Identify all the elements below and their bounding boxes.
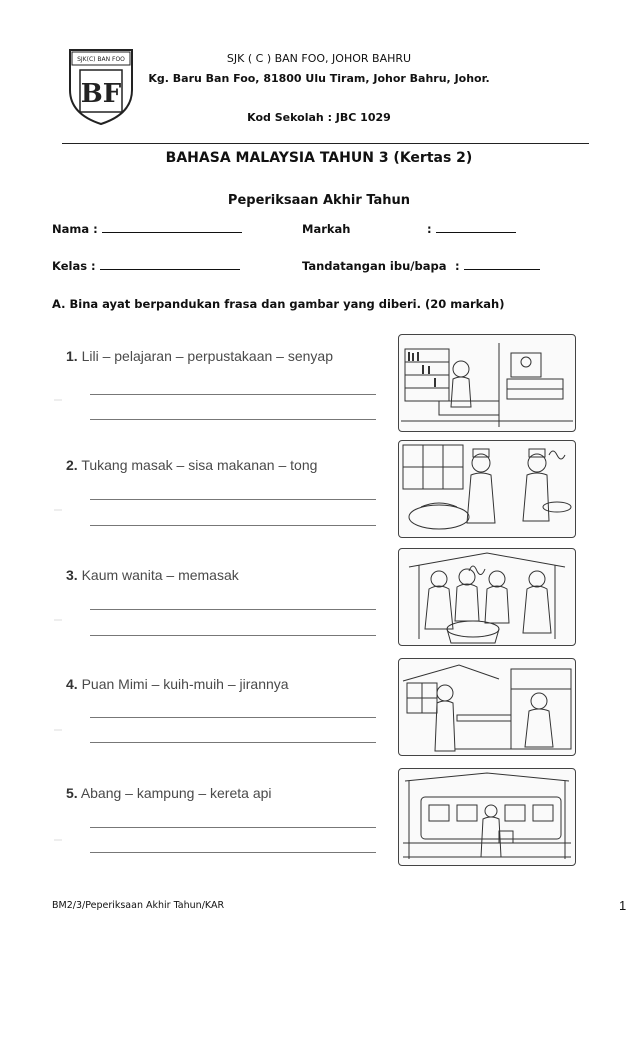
exam-subtitle: Peperiksaan Akhir Tahun	[227, 193, 411, 208]
answer-line[interactable]	[90, 609, 376, 610]
margin-marks	[48, 340, 68, 860]
picture-cooking	[398, 548, 576, 646]
answer-line[interactable]	[90, 499, 376, 500]
markah-label: Markah	[302, 222, 351, 236]
question-3	[66, 567, 384, 583]
kelas-label: Kelas :	[52, 259, 96, 273]
question-2-text: Tukang masak – sisa makanan – tong	[81, 457, 318, 473]
picture-train	[398, 768, 576, 866]
markah-blank[interactable]	[436, 231, 516, 233]
tandatangan-blank[interactable]	[464, 268, 540, 270]
markah-colon: :	[427, 222, 432, 236]
picture-neighbours	[398, 658, 576, 756]
question-1	[66, 348, 384, 364]
answer-line[interactable]	[90, 852, 376, 853]
question-2-number: 2.	[66, 457, 78, 473]
answer-line[interactable]	[90, 394, 376, 395]
question-5-text: Abang – kampung – kereta api	[80, 785, 272, 801]
header-divider	[62, 143, 589, 144]
question-1-number: 1.	[66, 348, 78, 364]
answer-line[interactable]	[90, 717, 376, 718]
answer-line[interactable]	[90, 419, 376, 420]
nama-label: Nama :	[52, 222, 98, 236]
picture-library	[398, 334, 576, 432]
kelas-field	[52, 259, 240, 273]
exam-title: BAHASA MALAYSIA TAHUN 3 (Kertas 2)	[165, 150, 473, 166]
tandatangan-label: Tandatangan ibu/bapa	[302, 259, 447, 273]
markah-field	[427, 222, 516, 236]
answer-line[interactable]	[90, 827, 376, 828]
question-3-number: 3.	[66, 567, 78, 583]
tandatangan-colon: :	[455, 259, 460, 273]
footer-code: BM2/3/Peperiksaan Akhir Tahun/KAR	[52, 900, 225, 911]
picture-kitchen	[398, 440, 576, 538]
answer-line[interactable]	[90, 635, 376, 636]
question-1-text: Lili – pelajaran – perpustakaan – senyap	[81, 348, 333, 364]
section-a-instruction: A. Bina ayat berpandukan frasa dan gambar yang diberi. (20 markah)	[52, 297, 505, 311]
nama-blank[interactable]	[102, 231, 242, 233]
question-4-number: 4.	[66, 676, 78, 692]
answer-line[interactable]	[90, 525, 376, 526]
question-4-text: Puan Mimi – kuih-muih – jirannya	[81, 676, 289, 692]
question-2	[66, 457, 384, 473]
page-number: 1	[619, 898, 627, 913]
question-3-text: Kaum wanita – memasak	[81, 567, 239, 583]
svg-text:BF: BF	[80, 79, 122, 109]
question-5	[66, 785, 384, 801]
tandatangan-field	[455, 259, 540, 273]
school-name: SJK ( C ) BAN FOO, JOHOR BAHRU	[226, 52, 412, 65]
kelas-blank[interactable]	[100, 268, 240, 270]
question-4	[66, 676, 384, 692]
school-address: Kg. Baru Ban Foo, 81800 Ulu Tiram, Johor Bahru, Johor.	[148, 72, 490, 85]
svg-text:SJK(C) BAN FOO: SJK(C) BAN FOO	[77, 56, 125, 63]
school-code: Kod Sekolah : JBC 1029	[247, 111, 391, 124]
question-5-number: 5.	[66, 785, 78, 801]
nama-field	[52, 222, 242, 236]
answer-line[interactable]	[90, 742, 376, 743]
